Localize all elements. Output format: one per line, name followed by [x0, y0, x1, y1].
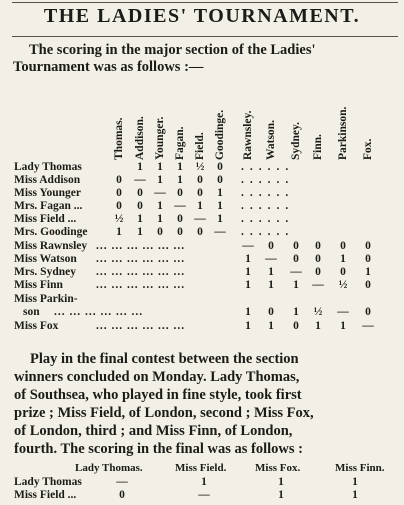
leader-dots: ...... [241, 161, 295, 173]
score-cell: ½ [338, 279, 348, 291]
paragraph-line: Play in the final contest between the section [30, 351, 299, 367]
column-header: Thomas. [113, 117, 125, 160]
final-row-name: Lady Thomas [14, 476, 82, 488]
leader-dots: ...... [241, 213, 295, 225]
row-name: Miss Addison [14, 174, 81, 186]
score-cell: — [337, 306, 349, 318]
score-cell: — [134, 174, 146, 186]
score-cell: 0 [293, 253, 299, 265]
score-cell: 0 [116, 174, 122, 186]
leader-dots: ...... [241, 200, 295, 212]
score-cell: 0 [137, 200, 143, 212]
final-column-header: Miss Fox. [255, 462, 301, 474]
score-cell: 0 [217, 174, 223, 186]
score-cell: 1 [245, 320, 251, 332]
final-score-cell: 1 [352, 489, 358, 501]
score-cell: — [312, 279, 324, 291]
row-name: Lady Thomas [14, 161, 82, 173]
final-score-cell: 1 [201, 476, 207, 488]
score-cell: 1 [245, 306, 251, 318]
score-cell: 1 [245, 253, 251, 265]
score-cell: 1 [340, 253, 346, 265]
row-name: Mrs. Fagan ... [14, 200, 83, 212]
score-cell: — [154, 187, 166, 199]
column-header: Parkinson. [337, 106, 349, 160]
column-header: Sydney. [290, 121, 302, 160]
column-header: Fagan. [174, 126, 186, 160]
score-cell: 0 [293, 240, 299, 252]
score-cell: 0 [157, 226, 163, 238]
score-cell: 1 [340, 320, 346, 332]
final-score-cell: 1 [278, 476, 284, 488]
leader-dots: ... ... ... ... ... ... [96, 240, 186, 252]
score-cell: 1 [177, 174, 183, 186]
score-cell: — [174, 200, 186, 212]
leader-dots: ... ... ... ... ... ... [96, 320, 186, 332]
score-cell: 0 [197, 226, 203, 238]
intro-line: Tournament was as follows :— [13, 59, 204, 75]
paragraph-line: of London, third ; and Miss Finn, of London, [14, 423, 293, 439]
paragraph-line: winners concluded on Monday. Lady Thomas, [14, 369, 300, 385]
score-cell: 1 [116, 226, 122, 238]
paragraph-line: fourth. The scoring in the final was as follows : [14, 441, 303, 457]
final-column-header: Miss Finn. [335, 462, 385, 474]
score-cell: 0 [315, 253, 321, 265]
score-cell: ½ [313, 306, 323, 318]
score-cell: 1 [197, 200, 203, 212]
final-score-cell: 1 [278, 489, 284, 501]
final-score-cell: — [116, 476, 128, 488]
score-cell: 1 [365, 266, 371, 278]
score-cell: 0 [137, 187, 143, 199]
score-cell: — [242, 240, 254, 252]
paragraph-line: prize ; Miss Field, of London, second ; Miss Fox, [14, 405, 314, 421]
score-cell: 1 [157, 161, 163, 173]
column-header: Younger. [154, 116, 166, 160]
column-header: Watson. [265, 120, 277, 160]
score-cell: 0 [197, 174, 203, 186]
column-header: Rawnsley. [242, 110, 254, 160]
column-header: Fox. [362, 138, 374, 160]
score-cell: 1 [137, 213, 143, 225]
score-cell: ½ [114, 213, 124, 225]
score-cell: — [265, 253, 277, 265]
row-name: Mrs. Sydney [14, 266, 76, 278]
row-name: Miss Rawnsley [14, 240, 88, 252]
intro-line: The scoring in the major section of the Ladies' [29, 42, 316, 58]
score-cell: 0 [365, 240, 371, 252]
paragraph-line: of Southsea, who played in fine style, took first [14, 387, 302, 403]
column-header: Addison. [134, 116, 146, 160]
score-cell: — [214, 226, 226, 238]
row-name: Miss Parkin- [14, 293, 78, 305]
score-cell: 0 [177, 187, 183, 199]
score-cell: 1 [268, 266, 274, 278]
score-cell: 1 [137, 161, 143, 173]
leader-dots: ... ... ... ... ... ... [54, 306, 144, 318]
row-name: Miss Younger [14, 187, 81, 199]
row-name: son [23, 306, 40, 318]
leader-dots: ... ... ... ... ... ... [96, 279, 186, 291]
score-cell: 0 [177, 213, 183, 225]
final-column-header: Lady Thomas. [75, 462, 143, 474]
score-cell: 0 [315, 266, 321, 278]
score-cell: 1 [293, 279, 299, 291]
score-cell: 0 [340, 240, 346, 252]
score-cell: 0 [315, 240, 321, 252]
leader-dots: ...... [241, 174, 295, 186]
score-cell: 0 [293, 320, 299, 332]
score-cell: 0 [268, 306, 274, 318]
final-row-name: Miss Field ... [14, 489, 77, 501]
final-column-header: Miss Field. [175, 462, 227, 474]
leader-dots: ... ... ... ... ... ... [96, 253, 186, 265]
score-cell: 1 [268, 320, 274, 332]
score-cell: 1 [293, 306, 299, 318]
final-score-cell: 0 [119, 489, 125, 501]
final-score-cell: 1 [352, 476, 358, 488]
score-cell: 1 [217, 187, 223, 199]
score-cell: 1 [157, 174, 163, 186]
article-title: THE LADIES' TOURNAMENT. [43, 5, 361, 27]
score-cell: — [290, 266, 302, 278]
row-name: Miss Fox [14, 320, 59, 332]
score-cell: 1 [315, 320, 321, 332]
score-cell: 1 [245, 279, 251, 291]
score-cell: 0 [116, 187, 122, 199]
score-cell: — [194, 213, 206, 225]
row-name: Miss Watson [14, 253, 77, 265]
score-cell: 0 [340, 266, 346, 278]
score-cell: 1 [245, 266, 251, 278]
leader-dots: ...... [241, 226, 295, 238]
score-cell: 0 [197, 187, 203, 199]
score-cell: 0 [365, 306, 371, 318]
leader-dots: ...... [241, 187, 295, 199]
row-name: Miss Field ... [14, 213, 77, 225]
score-cell: 0 [268, 240, 274, 252]
score-cell: 0 [217, 161, 223, 173]
score-cell: 0 [116, 200, 122, 212]
row-name: Mrs. Goodinge [14, 226, 88, 238]
score-cell: 1 [217, 200, 223, 212]
score-cell: 1 [268, 279, 274, 291]
score-cell: 0 [177, 226, 183, 238]
leader-dots: ... ... ... ... ... ... [96, 266, 186, 278]
score-cell: — [362, 320, 374, 332]
score-cell: 1 [157, 213, 163, 225]
column-header: Finn. [312, 134, 324, 160]
row-name: Miss Finn [14, 279, 63, 291]
final-score-cell: — [198, 489, 210, 501]
score-cell: 1 [177, 161, 183, 173]
score-cell: 0 [365, 253, 371, 265]
column-header: Goodinge. [214, 109, 226, 160]
score-cell: 1 [137, 226, 143, 238]
score-cell: ½ [195, 161, 205, 173]
score-cell: 0 [365, 279, 371, 291]
score-cell: 1 [157, 200, 163, 212]
column-header: Field. [194, 132, 206, 160]
score-cell: 1 [217, 213, 223, 225]
